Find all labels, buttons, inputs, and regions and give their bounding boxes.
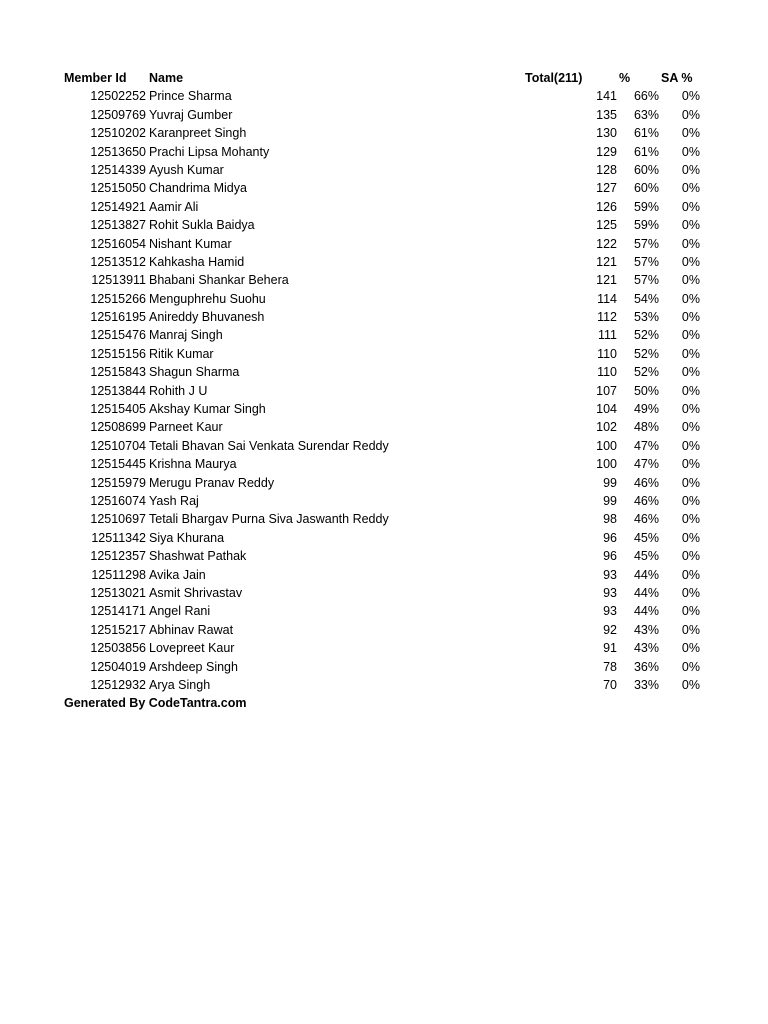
member-id-cell: 12515843 [90, 365, 146, 380]
sa-percent-cell: 0% [681, 218, 700, 233]
name-cell: Kahkasha Hamid [149, 254, 245, 269]
total-cell: 98 [603, 512, 617, 527]
percent-cell: 47% [633, 438, 659, 453]
table-row [64, 106, 704, 124]
name-cell: Prachi Lipsa Mohanty [149, 144, 270, 159]
table-row [64, 216, 704, 234]
percent-cell: 44% [633, 604, 659, 619]
name-cell: Anireddy Bhuvanesh [149, 310, 265, 325]
name-cell: Abhinav Rawat [149, 622, 234, 637]
table-row [64, 566, 704, 584]
member-id-cell: 12515979 [90, 475, 146, 490]
total-cell: 111 [597, 328, 617, 343]
table-row [64, 658, 704, 676]
table-row [64, 253, 704, 271]
member-id-cell: 12509769 [90, 107, 146, 122]
percent-cell: 44% [633, 567, 659, 582]
name-cell: Arshdeep Singh [149, 659, 238, 674]
total-cell: 99 [603, 475, 617, 490]
sa-percent-cell: 0% [681, 420, 700, 435]
percent-cell: 44% [633, 585, 659, 600]
name-cell: Krishna Maurya [149, 457, 237, 472]
percent-cell: 36% [633, 659, 659, 674]
sa-percent-cell: 0% [681, 254, 700, 269]
percent-cell: 45% [633, 530, 659, 545]
percent-cell: 46% [633, 475, 659, 490]
generated-by-footer: Generated By CodeTantra.com [64, 696, 247, 711]
member-id-cell: 12502252 [90, 89, 146, 104]
member-id-cell: 12503856 [90, 641, 146, 656]
total-cell: 96 [603, 549, 617, 564]
member-id-cell: 12511342 [91, 530, 146, 545]
header-sa-percent: SA % [661, 71, 693, 85]
total-cell: 107 [596, 383, 617, 398]
percent-cell: 61% [633, 126, 659, 141]
table-row [64, 271, 704, 289]
member-id-cell: 12512357 [90, 549, 146, 564]
total-cell: 110 [597, 365, 617, 380]
table-header [64, 69, 704, 87]
member-id-cell: 12511298 [91, 567, 146, 582]
total-cell: 112 [597, 310, 617, 325]
table-row [64, 179, 704, 197]
sa-percent-cell: 0% [681, 585, 700, 600]
total-cell: 110 [597, 346, 617, 361]
percent-cell: 53% [633, 310, 659, 325]
sa-percent-cell: 0% [681, 162, 700, 177]
sa-percent-cell: 0% [681, 549, 700, 564]
table-row [64, 455, 704, 473]
percent-cell: 59% [633, 199, 659, 214]
sa-percent-cell: 0% [681, 493, 700, 508]
total-cell: 70 [603, 677, 617, 692]
name-cell: Menguphrehu Suohu [149, 291, 266, 306]
sa-percent-cell: 0% [681, 677, 700, 692]
total-cell: 104 [596, 402, 617, 417]
name-cell: Asmit Shrivastav [149, 585, 243, 600]
percent-cell: 48% [633, 420, 659, 435]
table-row [64, 161, 704, 179]
total-cell: 93 [603, 604, 617, 619]
member-id-cell: 12513650 [90, 144, 146, 159]
name-cell: Shagun Sharma [149, 365, 240, 380]
member-id-cell: 12508699 [90, 420, 146, 435]
total-cell: 92 [603, 622, 617, 637]
sa-percent-cell: 0% [681, 144, 700, 159]
member-id-cell: 12515476 [90, 328, 146, 343]
name-cell: Tetali Bhargav Purna Siva Jaswanth Reddy [149, 512, 389, 527]
total-cell: 96 [603, 530, 617, 545]
total-cell: 114 [597, 291, 617, 306]
member-id-cell: 12515266 [90, 291, 146, 306]
table-row [64, 492, 704, 510]
total-cell: 100 [596, 457, 617, 472]
percent-cell: 60% [633, 181, 659, 196]
table-row [64, 363, 704, 381]
name-cell: Ayush Kumar [149, 162, 224, 177]
percent-cell: 57% [633, 236, 659, 251]
total-cell: 93 [603, 585, 617, 600]
member-id-cell: 12513021 [90, 585, 146, 600]
total-cell: 129 [596, 144, 617, 159]
name-cell: Aamir Ali [149, 199, 199, 214]
sa-percent-cell: 0% [681, 402, 700, 417]
table-row [64, 676, 704, 694]
name-cell: Shashwat Pathak [149, 549, 247, 564]
member-id-cell: 12513827 [90, 218, 146, 233]
member-id-cell: 12516074 [90, 493, 146, 508]
member-id-cell: 12513911 [91, 273, 146, 288]
member-id-cell: 12514339 [90, 162, 146, 177]
name-cell: Rohith J U [149, 383, 208, 398]
member-id-cell: 12514921 [90, 199, 146, 214]
member-id-cell: 12515050 [90, 181, 146, 196]
sa-percent-cell: 0% [681, 291, 700, 306]
sa-percent-cell: 0% [681, 641, 700, 656]
table-row [64, 143, 704, 161]
total-cell: 126 [596, 199, 617, 214]
sa-percent-cell: 0% [681, 310, 700, 325]
percent-cell: 46% [633, 493, 659, 508]
sa-percent-cell: 0% [681, 236, 700, 251]
table-row [64, 437, 704, 455]
name-cell: Siya Khurana [149, 530, 225, 545]
name-cell: Manraj Singh [149, 328, 223, 343]
member-id-cell: 12510704 [90, 438, 146, 453]
total-cell: 128 [596, 162, 617, 177]
table-row [64, 124, 704, 142]
name-cell: Rohit Sukla Baidya [149, 218, 255, 233]
member-id-cell: 12510697 [90, 512, 146, 527]
member-id-cell: 12514171 [90, 604, 146, 619]
header-member-id: Member Id [64, 71, 127, 85]
table-row [64, 547, 704, 565]
name-cell: Nishant Kumar [149, 236, 232, 251]
name-cell: Karanpreet Singh [149, 126, 247, 141]
percent-cell: 59% [633, 218, 659, 233]
sa-percent-cell: 0% [681, 273, 700, 288]
total-cell: 121 [596, 273, 617, 288]
table-row [64, 326, 704, 344]
header-total: Total(211) [525, 71, 583, 85]
total-cell: 102 [596, 420, 617, 435]
total-cell: 130 [596, 126, 617, 141]
member-id-cell: 12513512 [90, 254, 146, 269]
sa-percent-cell: 0% [681, 457, 700, 472]
total-cell: 122 [596, 236, 617, 251]
sa-percent-cell: 0% [681, 604, 700, 619]
sa-percent-cell: 0% [681, 659, 700, 674]
percent-cell: 52% [633, 328, 659, 343]
name-cell: Prince Sharma [149, 89, 232, 104]
member-id-cell: 12513844 [90, 383, 146, 398]
header-percent: % [619, 71, 631, 85]
percent-cell: 43% [633, 641, 659, 656]
total-cell: 141 [596, 89, 617, 104]
table-row [64, 529, 704, 547]
percent-cell: 61% [633, 144, 659, 159]
table-row [64, 418, 704, 436]
member-id-cell: 12516054 [90, 236, 146, 251]
name-cell: Yash Raj [149, 493, 199, 508]
total-cell: 99 [603, 493, 617, 508]
sa-percent-cell: 0% [681, 181, 700, 196]
table-row [64, 198, 704, 216]
percent-cell: 45% [633, 549, 659, 564]
member-id-cell: 12510202 [90, 126, 146, 141]
sa-percent-cell: 0% [681, 622, 700, 637]
table-row [64, 510, 704, 528]
name-cell: Ritik Kumar [149, 346, 214, 361]
table-row [64, 584, 704, 602]
total-cell: 127 [596, 181, 617, 196]
sa-percent-cell: 0% [681, 365, 700, 380]
member-id-cell: 12515445 [90, 457, 146, 472]
percent-cell: 47% [633, 457, 659, 472]
name-cell: Tetali Bhavan Sai Venkata Surendar Reddy [149, 438, 389, 453]
sa-percent-cell: 0% [681, 530, 700, 545]
total-cell: 100 [596, 438, 617, 453]
name-cell: Lovepreet Kaur [149, 641, 235, 656]
header-name: Name [149, 71, 184, 85]
sa-percent-cell: 0% [681, 383, 700, 398]
name-cell: Bhabani Shankar Behera [149, 273, 289, 288]
sa-percent-cell: 0% [681, 126, 700, 141]
percent-cell: 43% [633, 622, 659, 637]
percent-cell: 46% [633, 512, 659, 527]
table-row [64, 235, 704, 253]
percent-cell: 66% [633, 89, 659, 104]
table-row [64, 345, 704, 363]
name-cell: Chandrima Midya [149, 181, 247, 196]
name-cell: Merugu Pranav Reddy [149, 475, 275, 490]
table-row [64, 87, 704, 105]
table-row [64, 382, 704, 400]
percent-cell: 60% [633, 162, 659, 177]
percent-cell: 63% [633, 107, 659, 122]
name-cell: Yuvraj Gumber [149, 107, 233, 122]
sa-percent-cell: 0% [681, 199, 700, 214]
percent-cell: 50% [633, 383, 659, 398]
percent-cell: 57% [633, 273, 659, 288]
table-row [64, 474, 704, 492]
results-sheet [64, 69, 704, 713]
sa-percent-cell: 0% [681, 107, 700, 122]
table-row [64, 602, 704, 620]
name-cell: Arya Singh [149, 677, 211, 692]
table-row [64, 290, 704, 308]
name-cell: Avika Jain [149, 567, 206, 582]
percent-cell: 52% [633, 346, 659, 361]
percent-cell: 49% [633, 402, 659, 417]
total-cell: 78 [603, 659, 617, 674]
sa-percent-cell: 0% [681, 328, 700, 343]
percent-cell: 57% [633, 254, 659, 269]
table-body [64, 87, 704, 694]
member-id-cell: 12516195 [90, 310, 146, 325]
member-id-cell: 12515405 [90, 402, 146, 417]
percent-cell: 52% [633, 365, 659, 380]
sa-percent-cell: 0% [681, 89, 700, 104]
table-row [64, 621, 704, 639]
name-cell: Akshay Kumar Singh [149, 402, 266, 417]
percent-cell: 33% [633, 677, 659, 692]
total-cell: 93 [603, 567, 617, 582]
name-cell: Angel Rani [149, 604, 211, 619]
table-row [64, 308, 704, 326]
sa-percent-cell: 0% [681, 438, 700, 453]
member-id-cell: 12515156 [90, 346, 146, 361]
sa-percent-cell: 0% [681, 346, 700, 361]
member-id-cell: 12504019 [90, 659, 146, 674]
sa-percent-cell: 0% [681, 512, 700, 527]
name-cell: Parneet Kaur [149, 420, 223, 435]
table-row [64, 639, 704, 657]
total-cell: 91 [603, 641, 617, 656]
total-cell: 125 [596, 218, 617, 233]
table-row [64, 400, 704, 418]
member-id-cell: 12515217 [90, 622, 146, 637]
percent-cell: 54% [633, 291, 659, 306]
total-cell: 121 [596, 254, 617, 269]
total-cell: 135 [596, 107, 617, 122]
sa-percent-cell: 0% [681, 475, 700, 490]
sa-percent-cell: 0% [681, 567, 700, 582]
member-id-cell: 12512932 [90, 677, 146, 692]
